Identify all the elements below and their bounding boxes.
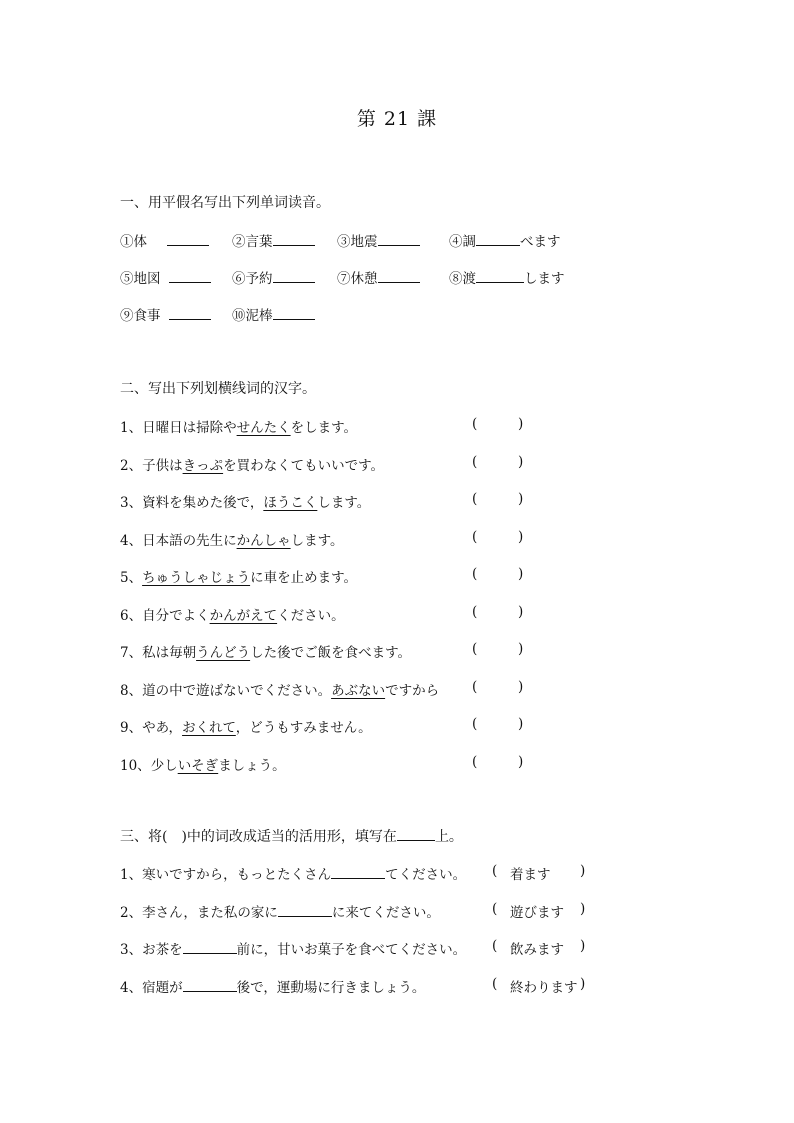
question-number: 4、	[120, 532, 143, 549]
kanji-question-row: 2、子供はきっぷを買わなくてもいいです。 ( )	[120, 453, 524, 474]
conjugation-question-row: 3、お茶を 前に，甘いお菓子を食べてください。 ( 飲みます )	[120, 938, 586, 958]
kanji-question-row: 3、資料を集めた後で，ほうこくします。 ( )	[120, 491, 524, 511]
vocab-item: ④調 べます	[449, 234, 561, 250]
answer-blank[interactable]	[378, 270, 420, 283]
underlined-word: あぶない	[331, 682, 386, 699]
vocab-row	[120, 267, 680, 289]
question-number: 5、	[120, 570, 143, 586]
kanji-question-row: 7、私は毎朝うんどうした後でご飯を食べます。 ( )	[120, 641, 524, 661]
conjugation-question-row: 2、李さん，また私の家に に来てください。 ( 遊びます )	[120, 900, 586, 921]
underlined-word: かんしゃ	[236, 532, 291, 549]
underlined-word: うんどう	[196, 645, 251, 661]
question-number: 4、	[120, 979, 143, 996]
question-text: 3、お茶を 前に，甘いお菓子を食べてください。	[120, 942, 467, 958]
underlined-word: いそぎ	[177, 757, 219, 774]
question-text: 3、資料を集めた後で，ほうこくします。	[120, 495, 371, 511]
page-title: 第 21 課	[356, 108, 438, 130]
verb-word: 遊びます	[510, 904, 564, 921]
kanji-question-row: 1、日曜日は掃除やせんたくをします。 ( )	[120, 416, 524, 436]
answer-blank[interactable]	[331, 866, 385, 879]
answer-blank[interactable]	[273, 307, 315, 320]
question-text: 4、宿題が 後で，運動場に行きましょう。	[120, 979, 426, 996]
question-number: 9、	[120, 720, 143, 736]
kanji-question-row: 10、少しいそぎましょう。 ( )	[120, 753, 524, 774]
question-text: 9、やあ，おくれて，どうもすみません。	[120, 720, 372, 736]
question-text: 10、少しいそぎましょう。	[120, 757, 286, 774]
underlined-word: ほうこく	[263, 495, 318, 511]
vocab-row	[120, 304, 680, 326]
question-text: 2、李さん，また私の家に に来てください。	[120, 904, 440, 921]
answer-blank[interactable]	[273, 233, 315, 246]
question-text: 4、日本語の先生にかんしゃします。	[120, 532, 344, 549]
verb-word: 飲みます	[510, 942, 564, 958]
verb-word: 着ます	[510, 867, 551, 883]
question-text: 2、子供はきっぷを買わなくてもいいです。	[120, 457, 385, 474]
kanji-question-row: 6、自分でよくかんがえてください。 ( )	[120, 603, 524, 624]
vocab-item: ②言葉	[232, 230, 315, 250]
vocab-item: ①体	[120, 230, 209, 250]
question-text: 8、道の中で遊ばないでください。あぶないですから	[120, 682, 440, 699]
answer-blank[interactable]	[169, 307, 211, 320]
question-number: 8、	[120, 682, 143, 699]
vocab-item: ③地震	[337, 230, 420, 250]
answer-blank[interactable]	[169, 270, 211, 283]
answer-blank[interactable]	[167, 233, 209, 246]
vocab-item: ⑨食事	[120, 304, 211, 324]
answer-blank[interactable]	[476, 270, 524, 283]
answer-blank[interactable]	[278, 904, 332, 917]
question-text: 1、寒いですから，もっとたくさん てください。	[120, 867, 467, 883]
question-number: 1、	[120, 420, 143, 436]
kanji-question-row: 4、日本語の先生にかんしゃします。 ( )	[120, 528, 524, 549]
heading-blank-sample	[397, 828, 435, 841]
question-text: 5、ちゅうしゃじょうに車を止めます。	[120, 570, 358, 586]
vocab-item: ⑧渡 します	[449, 271, 565, 287]
underlined-word: せんたく	[236, 420, 291, 436]
question-number: 3、	[120, 495, 143, 511]
answer-blank[interactable]	[183, 979, 237, 992]
section3-heading: 三、将( )中的词改成适当的活用形，填写在 上。	[120, 829, 463, 845]
section1-heading: 一、用平假名写出下列单词读音。	[120, 195, 330, 211]
vocab-item: ⑤地図	[120, 267, 211, 287]
question-number: 10、	[120, 757, 151, 774]
question-number: 7、	[120, 645, 143, 661]
question-text: 7、私は毎朝うんどうした後でご飯を食べます。	[120, 645, 412, 661]
answer-blank[interactable]	[273, 270, 315, 283]
question-number: 1、	[120, 867, 143, 883]
kanji-question-row: 5、ちゅうしゃじょうに車を止めます。 ( )	[120, 566, 524, 586]
conjugation-question-row: 4、宿題が 後で，運動場に行きましょう。 ( 終わります )	[120, 975, 586, 996]
underlined-word: かんがえて	[209, 607, 278, 624]
vocab-item: ⑩泥棒	[232, 304, 315, 324]
vocab-item: ⑥予約	[232, 267, 315, 287]
vocab-item: ⑦休憩	[337, 267, 420, 287]
question-number: 3、	[120, 942, 143, 958]
question-text: 6、自分でよくかんがえてください。	[120, 607, 345, 624]
answer-blank[interactable]	[183, 941, 237, 954]
conjugation-question-row: 1、寒いですから，もっとたくさん てください。 ( 着ます )	[120, 863, 586, 883]
vocab-row	[120, 230, 680, 252]
verb-word: 終わります	[510, 979, 578, 996]
answer-blank[interactable]	[378, 233, 420, 246]
kanji-question-row: 8、道の中で遊ばないでください。あぶないですから ( )	[120, 678, 524, 699]
underlined-word: おくれて	[182, 720, 236, 736]
underlined-word: ちゅうしゃじょう	[142, 570, 251, 586]
question-number: 2、	[120, 904, 143, 921]
question-text: 1、日曜日は掃除やせんたくをします。	[120, 420, 358, 436]
section2-heading: 二、写出下列划横线词的汉字。	[120, 381, 316, 397]
question-number: 6、	[120, 607, 143, 624]
answer-blank[interactable]	[476, 233, 520, 246]
question-number: 2、	[120, 457, 143, 474]
kanji-question-row: 9、やあ，おくれて，どうもすみません。 ( )	[120, 716, 524, 736]
underlined-word: きっぷ	[182, 457, 224, 474]
